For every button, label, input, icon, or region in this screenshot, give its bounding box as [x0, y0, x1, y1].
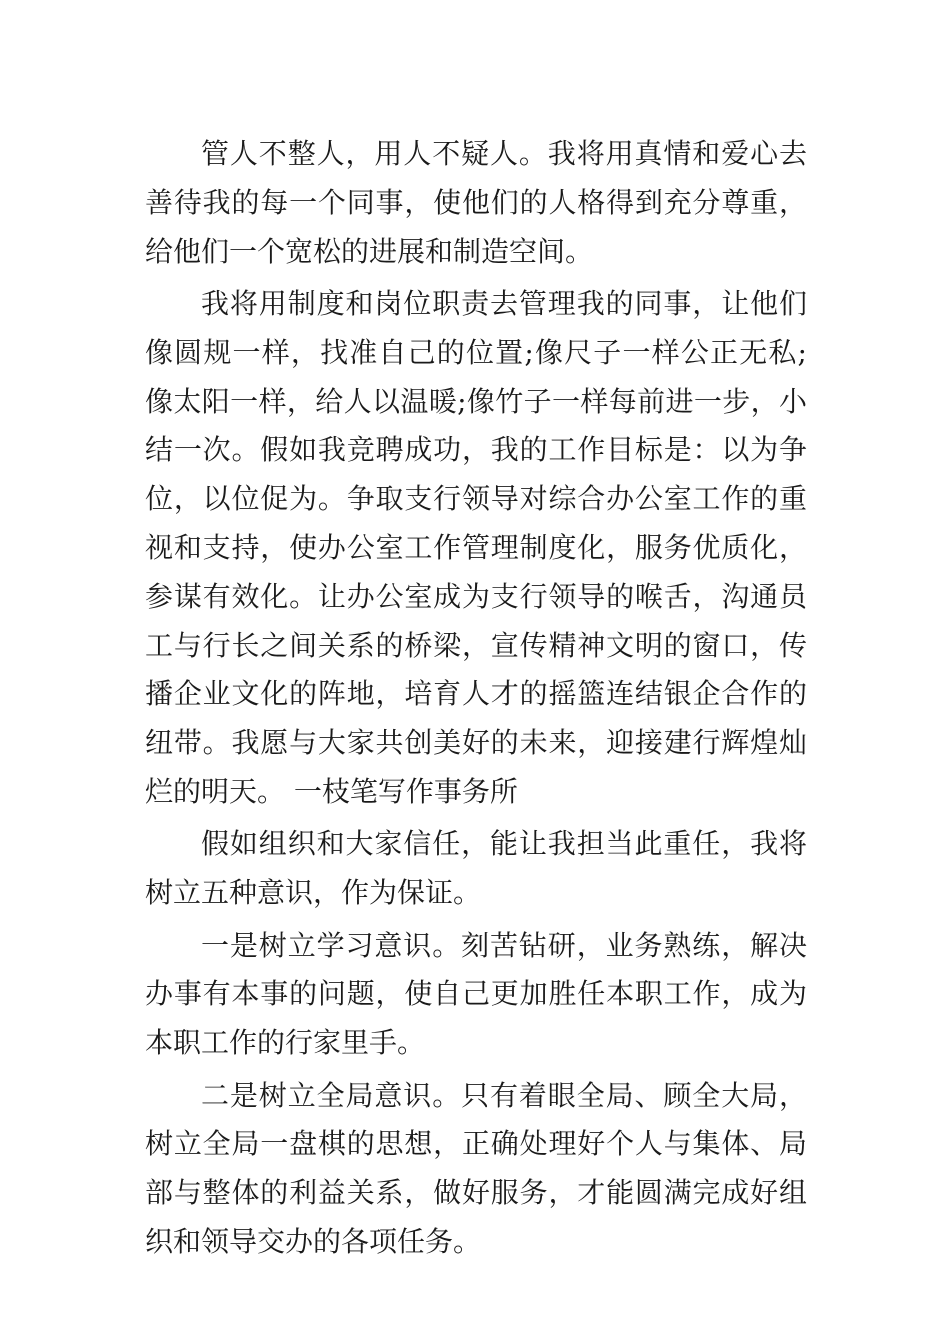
paragraph-3: 假如组织和大家信任，能让我担当此重任，我将树立五种意识，作为保证。: [145, 827, 807, 910]
paragraph-1: 管人不整人，用人不疑人。我将用真情和爱心去善待我的每一个同事，使他们的人格得到充分尊重，给他们一个宽松的进展和制造空间。: [145, 137, 807, 268]
paragraph-2: 我将用制度和岗位职责去管理我的同事，让他们像圆规一样，找准自己的位置;像尺子一样公正无私;像太阳一样，给人以温暖;像竹子一样每前进一步，小结一次。假如我竞聘成功，我的工作目标是：以为争位，以位促为。争取支行领导对综合办公室工作的重视和支持，使办公室工作管理制度化，服务优质化，参谋有效化。让办公室成为支行领导的喉舌，沟通员工与行长之间关系的桥梁，宣传精神文明的窗口，传播企业文化的阵地，培育人才的摇篮连结银企合作的纽带。我愿与大家共创美好的未来，迎接建行辉煌灿烂的明天。 一枝笔写作事务所: [145, 286, 807, 808]
document-body: [145, 130, 807, 1270]
paragraph-5: 二是树立全局意识。只有着眼全局、顾全大局，树立全局一盘棋的思想，正确处理好个人与集体、局部与整体的利益关系，做好服务，才能圆满完成好组织和领导交办的各项任务。: [145, 1078, 807, 1258]
paragraph-4: 一是树立学习意识。刻苦钻研，业务熟练，解决办事有本事的问题，使自己更加胜任本职工作，成为本职工作的行家里手。: [145, 928, 807, 1060]
